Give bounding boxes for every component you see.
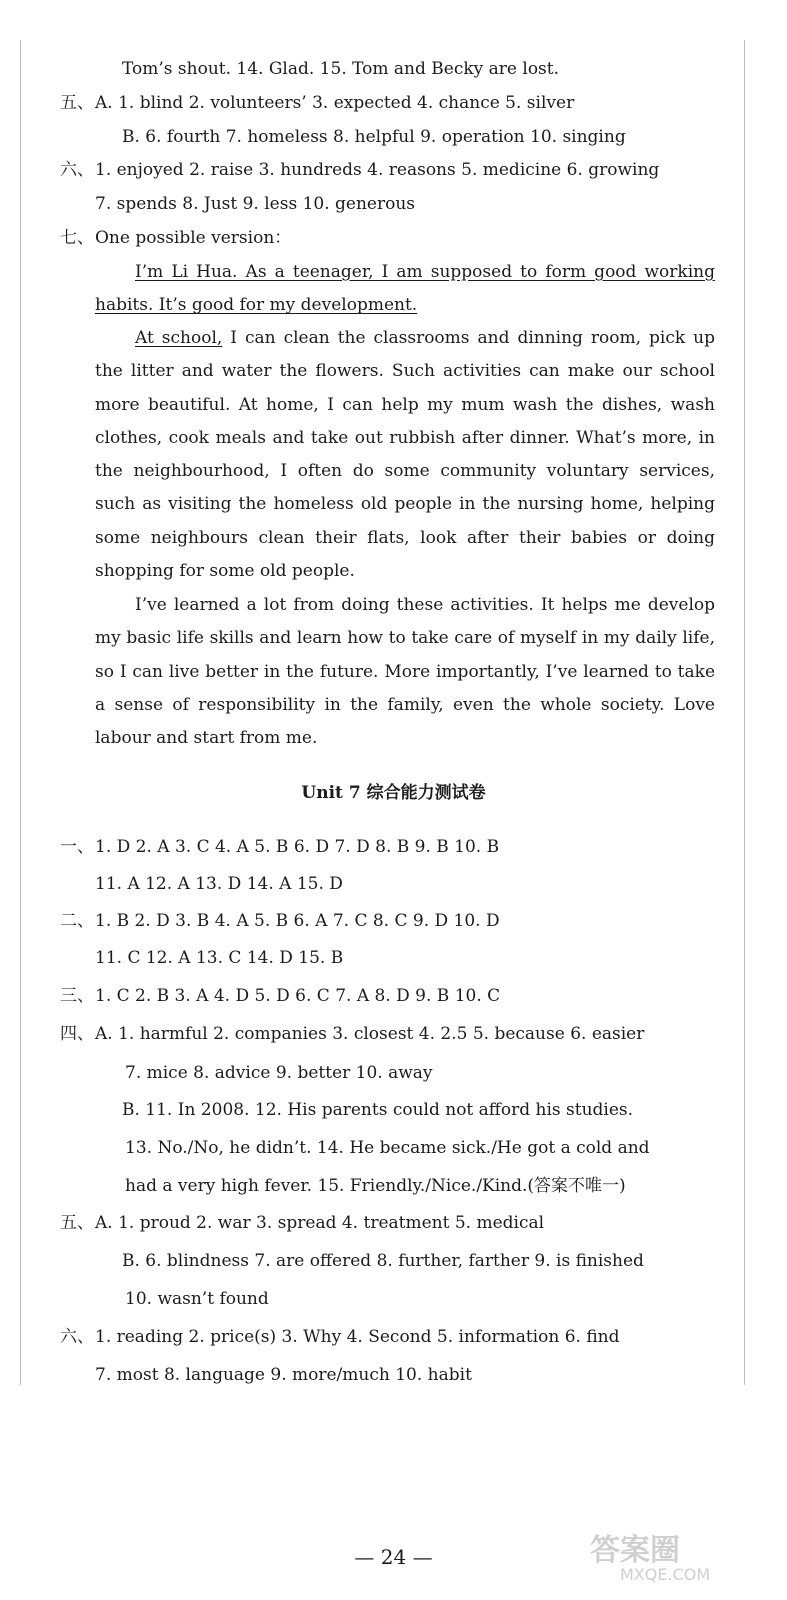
watermark-url: MXQE.COM bbox=[620, 1565, 711, 1584]
answer-line: A. 1. harmful 2. companies 3. closest 4. 2.5 5. because 6. easier bbox=[95, 1024, 645, 1044]
underlined-text: I’m Li Hua. As a teenager, I am supposed to form good working habits. It’s good for my development. bbox=[95, 262, 715, 316]
answer-line: 1. D 2. A 3. C 4. A 5. B 6. D 7. D 8. B 9. B 10. B bbox=[95, 837, 500, 857]
answer-line: 1. B 2. D 3. B 4. A 5. B 6. A 7. C 8. C 9. D 10. D bbox=[95, 911, 500, 931]
essay-text: I’ve learned a lot from doing these activities. It helps me develop my basic life skills and learn how to take care of myself in my daily life, so I can live better in the future. More importantly, I’ve learned to take a sense of responsibility in the family, even the whole society. Love labour and start from me. bbox=[95, 595, 715, 749]
essay-intro: One possible version： bbox=[95, 228, 292, 248]
answer-line: Tom’s shout. 14. Glad. 15. Tom and Becky are lost. bbox=[122, 59, 560, 79]
section-label: 三、 bbox=[60, 986, 94, 1006]
answer-line: 7. most 8. language 9. more/much 10. habit bbox=[95, 1365, 472, 1385]
answer-line: 1. enjoyed 2. raise 3. hundreds 4. reasons 5. medicine 6. growing bbox=[95, 160, 660, 180]
section-label: 四、 bbox=[60, 1024, 94, 1044]
answer-line: 7. mice 8. advice 9. better 10. away bbox=[125, 1063, 433, 1083]
essay-paragraph-2 bbox=[95, 322, 715, 588]
answer-line: 1. C 2. B 3. A 4. D 5. D 6. C 7. A 8. D 9. B 10. C bbox=[95, 986, 501, 1006]
section-label: 五、 bbox=[60, 93, 94, 113]
section-label: 二、 bbox=[60, 911, 94, 931]
section-label: 七、 bbox=[60, 228, 94, 248]
answer-line: B. 6. fourth 7. homeless 8. helpful 9. operation 10. singing bbox=[122, 127, 626, 147]
answer-line: 1. reading 2. price(s) 3. Why 4. Second 5. information 6. find bbox=[95, 1327, 620, 1347]
left-margin-rule bbox=[20, 40, 21, 1385]
section-label: 一、 bbox=[60, 837, 94, 857]
section-label: 六、 bbox=[60, 1327, 94, 1347]
essay-paragraph-1 bbox=[95, 256, 715, 323]
answer-line: had a very high fever. 15. Friendly./Nice./Kind.(答案不唯一) bbox=[125, 1176, 626, 1196]
right-margin-rule bbox=[744, 40, 745, 1385]
answer-line: B. 11. In 2008. 12. His parents could not afford his studies. bbox=[122, 1100, 634, 1120]
page-number: — 24 — bbox=[354, 1545, 433, 1569]
unit-title: Unit 7 综合能力测试卷 bbox=[301, 783, 486, 803]
section-label: 六、 bbox=[60, 160, 94, 180]
section-label: 五、 bbox=[60, 1213, 94, 1233]
answer-line: 7. spends 8. Just 9. less 10. generous bbox=[95, 194, 415, 214]
answer-line: A. 1. proud 2. war 3. spread 4. treatment 5. medical bbox=[95, 1213, 545, 1233]
answer-line: 13. No./No, he didn’t. 14. He became sick./He got a cold and bbox=[125, 1138, 650, 1158]
answer-line: 11. C 12. A 13. C 14. D 15. B bbox=[95, 948, 344, 968]
watermark-logo: 答案圈 bbox=[590, 1533, 680, 1568]
essay-paragraph-3 bbox=[95, 589, 715, 755]
essay-text: I can clean the classrooms and dinning room, pick up the litter and water the flowers. Such activities can make our school more beautiful. At home, I can help my mum wash the dishes, wash clothes, cook meals and take out rubbish after dinner. What’s more, in the neighbourhood, I often do some community voluntary services, such as visiting the homeless old people in the nursing home, helping some neighbours clean their flats, look after their babies or doing shopping for some old people. bbox=[95, 328, 716, 582]
answer-line: 11. A 12. A 13. D 14. A 15. D bbox=[95, 874, 343, 894]
answer-line: B. 6. blindness 7. are offered 8. further, farther 9. is finished bbox=[122, 1251, 644, 1271]
answer-line: 10. wasn’t found bbox=[125, 1289, 269, 1309]
underlined-text: At school, bbox=[135, 328, 223, 348]
answer-line: A. 1. blind 2. volunteers’ 3. expected 4. chance 5. silver bbox=[95, 93, 575, 113]
